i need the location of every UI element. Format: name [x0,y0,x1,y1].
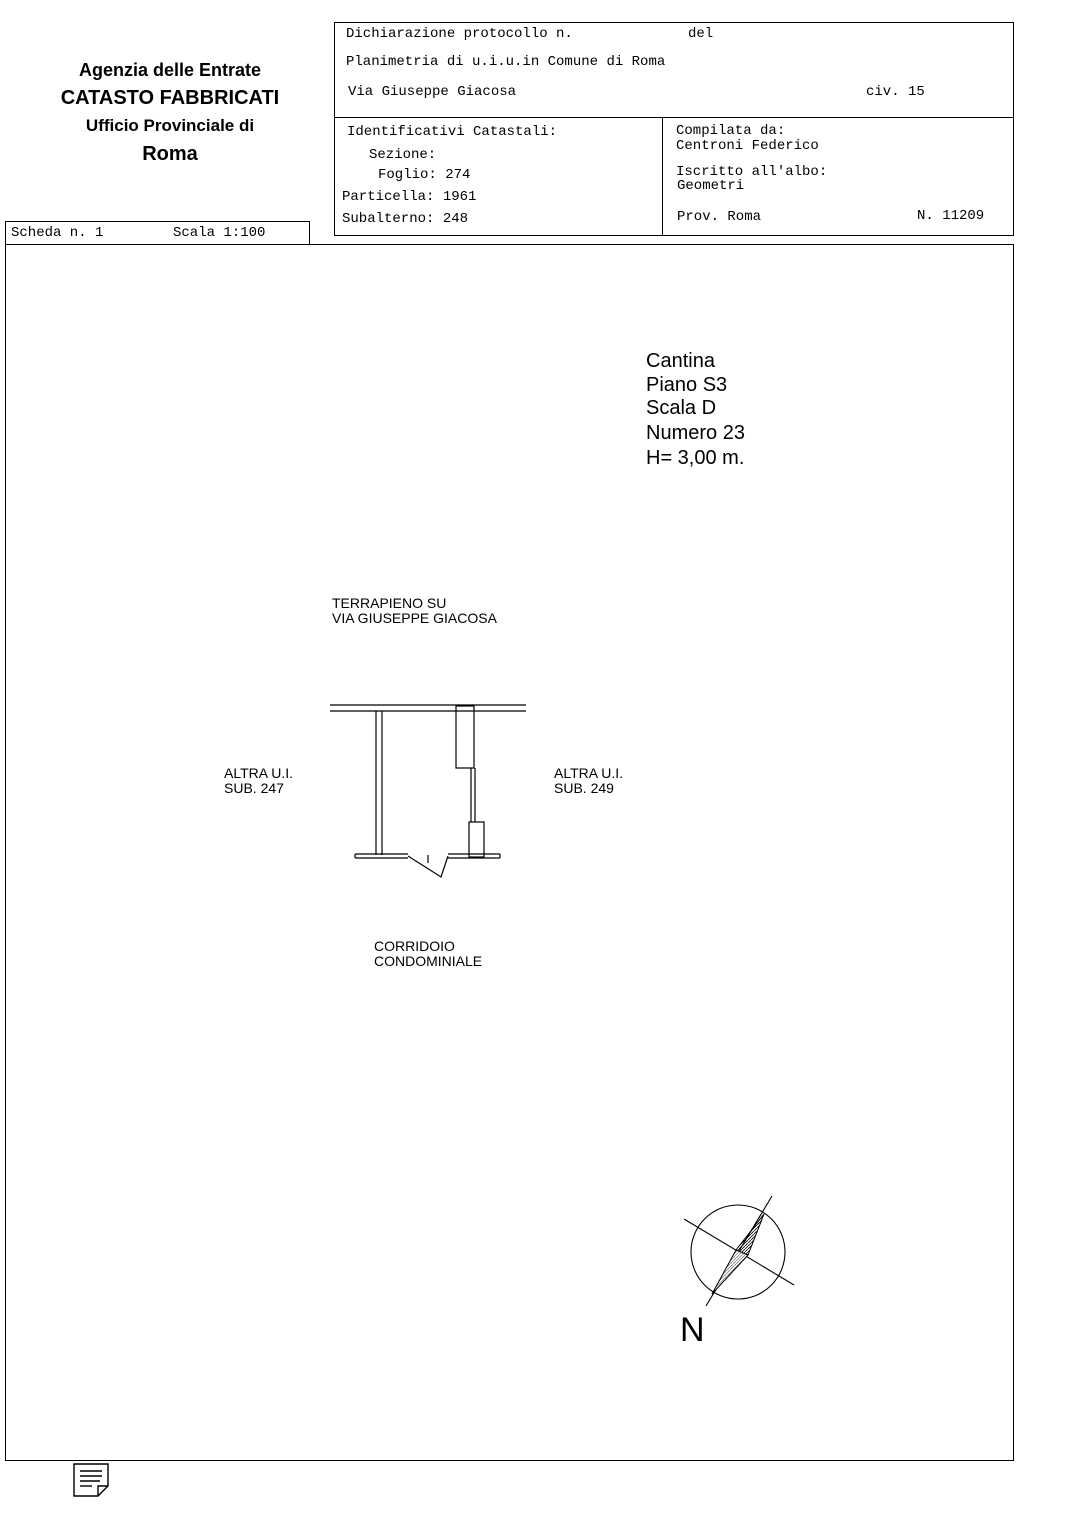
floor-plan [320,695,540,885]
unit-stair: Scala D [646,397,717,419]
albo-number: N. 11209 [917,208,985,224]
label-terrapieno-1: TERRAPIENO SU [332,595,447,611]
del-label: del [688,26,714,42]
agency-office: Ufficio Provinciale di [85,116,255,135]
address-via: Via Giuseppe Giacosa [348,84,517,100]
label-terrapieno-2: VIA GIUSEPPE GIACOSA [332,610,497,626]
albo-title: Iscritto all'albo: [676,164,828,180]
north-label: N [680,1311,705,1349]
foglio-field: Foglio: 274 [378,167,471,183]
label-left-unit-1: ALTRA U.I. [224,765,293,781]
label-corridoio-1: CORRIDOIO [374,938,455,954]
agency-header [40,56,300,168]
label-right-unit-2: SUB. 249 [554,780,614,796]
compilata-name: Centroni Federico [676,138,819,154]
sezione-field: Sezione: [369,147,437,163]
agency-dept: CATASTO FABBRICATI [60,87,280,109]
north-arrow-icon [676,1192,802,1312]
unit-number: Numero 23 [646,422,745,444]
label-right-unit-1: ALTRA U.I. [554,765,623,781]
unit-type: Cantina [646,350,715,372]
scheda-scale: Scala 1:100 [173,225,266,241]
planimetria-label: Planimetria di u.i.u.in Comune di Roma [346,54,666,70]
prov-value: Prov. Roma [677,209,762,225]
document-note-icon [72,1462,112,1498]
albo-value: Geometri [677,178,745,194]
particella-field: Particella: 1961 [342,189,477,205]
unit-floor: Piano S3 [646,374,728,396]
agency-name: Agenzia delle Entrate [78,60,262,80]
address-civ: civ. 15 [866,84,925,100]
pillar-top [456,706,474,768]
scheda-number: Scheda n. 1 [11,225,104,241]
label-corridoio-2: CONDOMINIALE [374,953,483,969]
needle-north-half [736,1214,764,1255]
dichiarazione-label: Dichiarazione protocollo n. [346,26,573,42]
subalterno-field: Subalterno: 248 [342,211,469,227]
unit-height: H= 3,00 m. [646,447,745,469]
pillar-bottom [469,822,484,857]
identificativi-title: Identificativi Catastali: [347,124,558,140]
label-left-unit-2: SUB. 247 [224,780,284,796]
compilata-title: Compilata da: [676,123,786,139]
agency-city: Roma [142,143,198,165]
